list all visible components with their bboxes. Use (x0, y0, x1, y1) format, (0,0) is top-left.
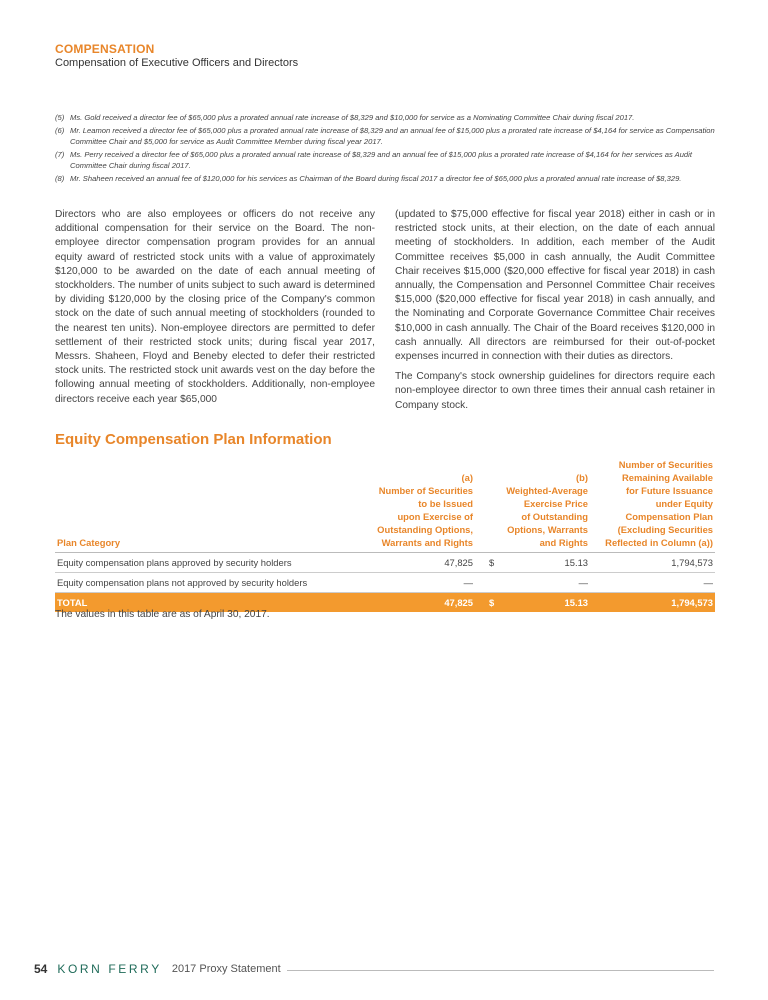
page-footer (34, 960, 714, 978)
row-col-c: 1,794,573 (590, 553, 715, 573)
row-col-a: 47,825 (365, 553, 475, 573)
header-col-a: (a) Number of Securities to be Issued upon Exercise of Outstanding Options, Warrants and Rights (365, 458, 475, 553)
footnote-6 (55, 125, 715, 148)
right-column (395, 208, 715, 419)
header-plan-category: Plan Category (55, 458, 365, 553)
body-columns (55, 208, 715, 419)
row-col-b (475, 573, 590, 593)
dollar-sign: $ (489, 557, 495, 568)
total-col-b-value: 15.13 (564, 597, 588, 608)
footnotes (55, 112, 715, 185)
footnote-number: (7) (55, 149, 65, 159)
row-col-a: — (365, 573, 475, 593)
committee-fees-paragraph: (updated to $75,000 effective for fiscal year 2018) either in cash or in restricted stock units, at their election, on the date of each annual meeting of stockholders. In addition, each member of the Audit Committee receives $5,000 in cash annually, the Audit Committee Chair receives $15,000 ($20,000 effective for fiscal year 2018) in cash annually, the Compensation and Personnel Committee Chair receives $15,000 ($20,000 effective for fiscal year 2018) in cash annually, and the Nominating and Corporate Governance Committee Chair receives $10,000 in cash annually. The Chair of the Board receives $120,000 in cash annually. All directors are reimbursed for their out-of-pocket expenses incurred in connection with their duties as directors. (395, 209, 715, 363)
footnote-text: Mr. Leamon received a director fee of $65,000 plus a prorated annual rate increase of $8,329 and an annual fee of $15,000 plus a prorated rate increase of $4,164 for service as Compensation Committee Chair and $5,000 for service as Audit Committee Member during fiscal year 2017. (70, 125, 715, 146)
row-col-c: — (590, 573, 715, 593)
total-col-c: 1,794,573 (590, 593, 715, 613)
footnote-text: Mr. Shaheen received an annual fee of $120,000 for his services as Chairman of the Board during fiscal 2017 a director fee of $65,000 plus a prorated annual rate increase of $8,329. (70, 173, 682, 183)
table-header-row (55, 458, 715, 553)
row-category: Equity compensation plans approved by security holders (55, 553, 365, 573)
table-note: The values in this table are as of April 30, 2017. (55, 609, 270, 620)
row-col-b-value: — (578, 577, 588, 588)
total-col-b (475, 593, 590, 613)
footnote-5 (55, 112, 715, 124)
footnote-number: (6) (55, 125, 65, 135)
brand-logo: KORN FERRY (57, 962, 162, 976)
row-col-b (475, 553, 590, 573)
equity-compensation-table (55, 458, 715, 612)
footnote-8 (55, 173, 715, 185)
ownership-guidelines-paragraph: The Company's stock ownership guidelines for directors require each non-employee director to own three times their annual cash retainer in Company stock. (395, 371, 715, 411)
footnote-text: Ms. Perry received a director fee of $65,000 plus a prorated annual rate increase of $8,329 and an annual fee of $15,000 plus a prorated rate increase of $4,164 for her services as Audit Committee Chair during fiscal 2017. (70, 149, 692, 170)
director-comp-paragraph: Directors who are also employees or officers do not receive any additional compensation for their service on the Board. The non-employee director compensation program provides for an annual equity award of restricted stock units with a value of approximately $120,000 to be awarded on the date of each annual meeting of stockholders. The number of units subject to such award is determined by dividing $120,000 by the closing price of the Company's common stock on the date of such annual meeting of stockholders (rounded to the nearest ten units). Non-employee directors are permitted to defer settlement of their restricted stock units; during fiscal year 2017, Messrs. Shaheen, Floyd and Beneby elected to defer their restricted stock units. The restricted stock unit awards vest on the day before the following annual meeting of stockholders. Additionally, non-employee directors receive each year $65,000 (55, 209, 375, 405)
document-title: 2017 Proxy Statement (171, 963, 281, 975)
total-label: TOTAL (55, 593, 365, 613)
header-col-c: Number of Securities Remaining Available for Future Issuance under Equity Compensation Plan (Excluding Securities Reflected in Column (a)) (590, 458, 715, 553)
header-col-b: (b) Weighted-Average Exercise Price of Outstanding Options, Warrants and Rights (475, 458, 590, 553)
footer-divider (287, 970, 714, 971)
footnote-7 (55, 149, 715, 172)
footnote-number: (5) (55, 113, 65, 122)
section-title: COMPENSATION (55, 42, 155, 56)
total-col-a: 47,825 (365, 593, 475, 613)
dollar-sign: $ (489, 597, 495, 608)
footnote-text: Ms. Gold received a director fee of $65,000 plus a prorated annual rate increase of $8,329 and $10,000 for service as a Nominating Committee Chair during fiscal 2017. (70, 113, 635, 122)
row-category: Equity compensation plans not approved by security holders (55, 573, 365, 593)
equity-section-title: Equity Compensation Plan Information (55, 431, 332, 448)
left-column (55, 208, 375, 419)
footnote-number: (8) (55, 173, 65, 183)
table-row (55, 573, 715, 593)
page-number: 54 (34, 962, 48, 976)
section-subtitle: Compensation of Executive Officers and Directors (55, 57, 299, 69)
table-row (55, 553, 715, 573)
row-col-b-value: 15.13 (564, 557, 588, 568)
